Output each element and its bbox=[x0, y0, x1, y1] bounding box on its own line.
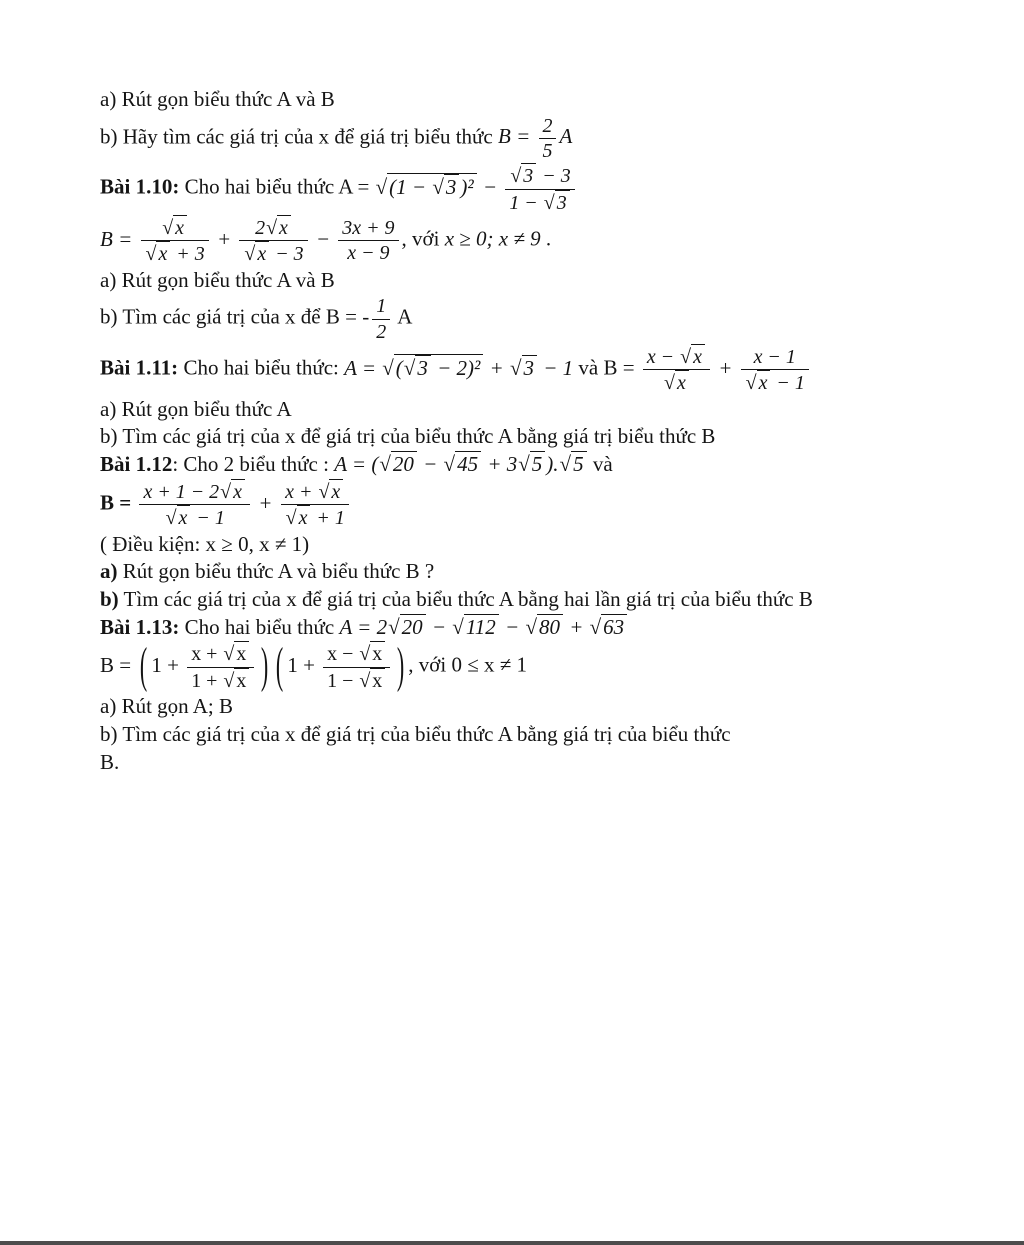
exercise-1-12-tail-text: và bbox=[587, 452, 613, 477]
exercise-1-10-item-b-text: b) Tìm các giá trị của x để B = - bbox=[100, 305, 370, 330]
exercise-1-10-label: Bài 1.10: bbox=[100, 175, 180, 200]
exercise-1-12-item-b-text: Tìm các giá trị của x để giá trị của biểu thức A bằng hai lần giá trị của biểu thức B bbox=[118, 586, 813, 611]
exercise-1-10-lead: Cho hai biểu thức A = bbox=[179, 175, 375, 200]
exercise-1-11-formula-b: x − √ x √ x + x − 1 √ x − 1 bbox=[640, 356, 812, 380]
intro-item-b-text: b) Hãy tìm các giá trị của x để giá trị biểu thức bbox=[100, 124, 498, 149]
exercise-1-13-heading bbox=[100, 614, 988, 642]
exercise-1-12-lead: : Cho 2 biểu thức : bbox=[172, 452, 335, 477]
exercise-1-13-item-b-continuation: B. bbox=[100, 749, 120, 774]
exercise-1-12-formula-a: A = ( √ 20 − √ 45 + 3 √ 5 ). √ 5 bbox=[334, 452, 587, 476]
exercise-1-13-lead: Cho hai biểu thức bbox=[179, 614, 340, 639]
scan-artifact-bottom-edge bbox=[0, 1241, 1024, 1245]
exercise-1-11-label: Bài 1.11: bbox=[100, 355, 179, 380]
exercise-1-10-formula-a: √ (1 − √ 3 )² − √ 3 − 3 1 − √ 3 bbox=[375, 175, 578, 199]
intro-item-b bbox=[100, 114, 988, 164]
exercise-1-11-lead: Cho hai biểu thức: bbox=[178, 355, 345, 380]
exercise-1-10-formula-b bbox=[100, 215, 988, 267]
exercise-1-13-item-a: a) Rút gọn A; B bbox=[100, 694, 234, 719]
exercise-1-11-mid-text: và B = bbox=[573, 355, 640, 380]
exercise-1-12-item-a-text: Rút gọn biểu thức A và biểu thức B ? bbox=[117, 559, 435, 584]
exercise-1-10-heading bbox=[100, 163, 988, 215]
exercise-1-10-item-b-fraction: $\frac{1}{2}$ bbox=[369, 305, 393, 329]
exercise-1-10-item-b-tail: A bbox=[393, 305, 413, 330]
exercise-1-10-item-a: a) Rút gọn biểu thức A và B bbox=[100, 267, 335, 292]
exercise-1-13-item-b: b) Tìm các giá trị của x để giá trị của biểu thức A bằng giá trị của biểu thức bbox=[100, 721, 731, 746]
exercise-1-10-with-text: , với bbox=[401, 226, 445, 251]
exercise-1-12-formula-b bbox=[100, 479, 988, 531]
exercise-1-13-formula-a: A = 2 √ 20 − √ 112 − √ 80 + √ 63 bbox=[339, 615, 628, 639]
exercise-1-11-item-a: a) Rút gọn biểu thức A bbox=[100, 396, 292, 421]
exercise-1-10-domain-condition: x ≥ 0; x ≠ 9 bbox=[444, 226, 541, 251]
exercise-1-13-formula-b bbox=[100, 637, 988, 694]
exercise-1-12-heading bbox=[100, 451, 988, 479]
exercise-1-12-item-a bbox=[100, 558, 988, 586]
exercise-1-12-item-b-label: b) bbox=[100, 586, 119, 611]
exercise-1-12-formula-b-expression: x + 1 − 2 √ x √ x − 1 + x + √ x √ x + 1 bbox=[136, 491, 351, 515]
exercise-1-13-formula-b-tail: , với 0 ≤ x ≠ 1 bbox=[408, 653, 528, 678]
exercise-1-12-label: Bài 1.12 bbox=[100, 452, 173, 477]
intro-item-a: a) Rút gọn biểu thức A và B bbox=[100, 87, 335, 111]
exercise-1-11-heading bbox=[100, 344, 988, 396]
exercise-1-11-formula-a: A = √ ( √ 3 − 2)² + √ 3 − 1 bbox=[344, 355, 574, 380]
exercise-1-11-item-b: b) Tìm các giá trị của x để giá trị của biểu thức A bằng giá trị biểu thức B bbox=[100, 424, 716, 449]
intro-item-b-formula: B = $\frac{2}{5}$ A bbox=[498, 114, 573, 163]
exercise-1-12-condition: ( Điều kiện: x ≥ 0, x ≠ 1) bbox=[100, 531, 310, 556]
exercise-1-10-period: . bbox=[540, 226, 552, 251]
exercise-1-13-formula-b-expression: B = ( 1 + x + √ x 1 + √ x ) ( 1 + x − √ x 1 − √ x ) bbox=[100, 637, 405, 694]
exercise-1-12-formula-b-label: B = bbox=[100, 490, 137, 515]
exercise-1-10-formula-b-expression: B = √ x √ x + 3 + 2 √ x √ x − 3 − $\frac{3x + 9}{x - 9}$ bbox=[100, 227, 402, 251]
exercise-1-12-item-b bbox=[100, 586, 890, 614]
exercise-1-12-item-a-label: a) bbox=[100, 559, 118, 584]
exercise-1-10-item-b bbox=[100, 294, 988, 344]
exercise-1-13-label: Bài 1.13: bbox=[100, 614, 180, 639]
